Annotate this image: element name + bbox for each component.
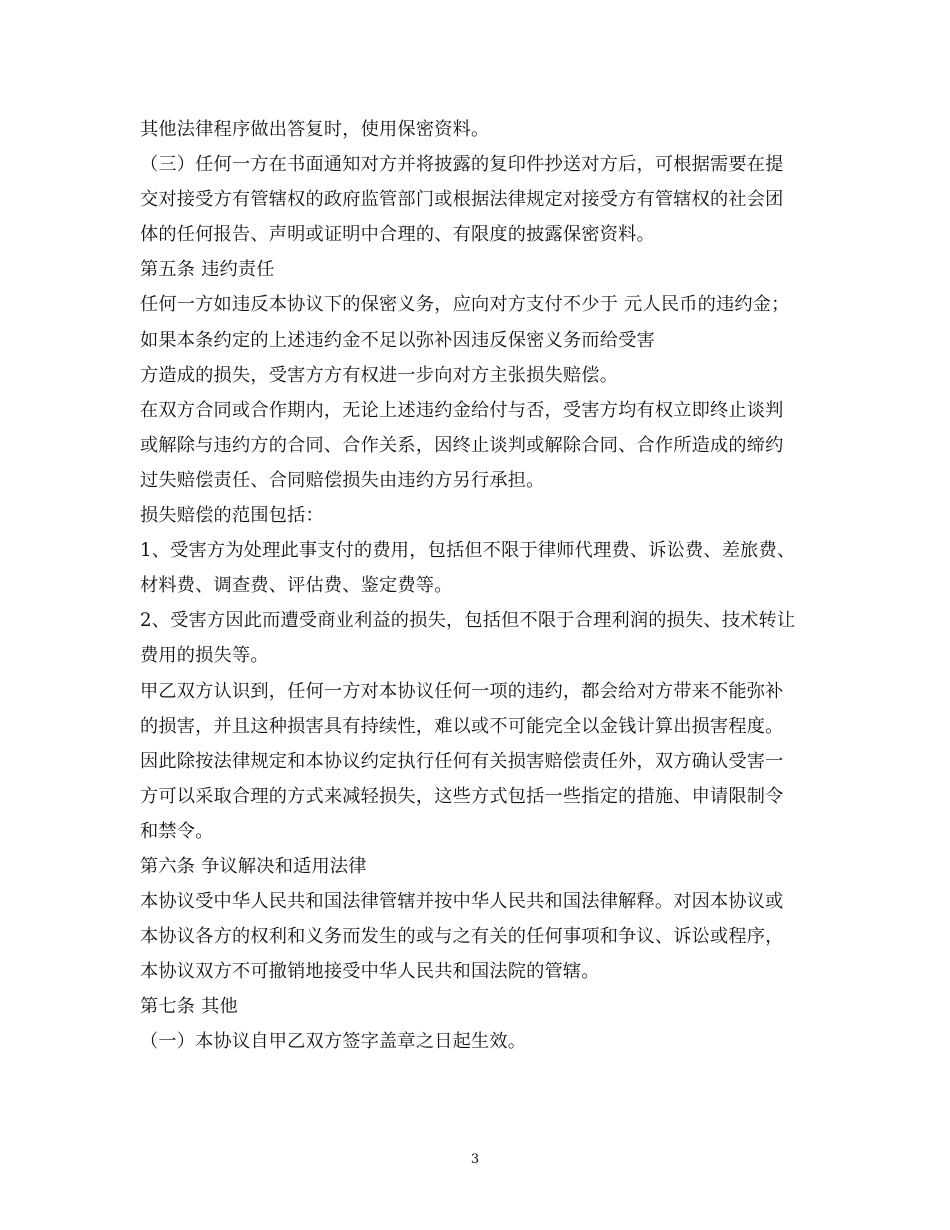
paragraph-line: 本协议受中华人民共和国法律管辖并按中华人民共和国法律解释。对因本协议或 [140, 891, 784, 913]
paragraph-line: 如果本条约定的上述违约金不足以弥补因违反保密义务而给受害 [140, 329, 655, 351]
paragraph-line: 任何一方如违反本协议下的保密义务，应向对方支付不少于 元人民币的违约金； [140, 294, 790, 316]
paragraph-line: 因此除按法律规定和本协议约定执行任何有关损害赔偿责任外，双方确认受害一 [140, 750, 784, 772]
document-body [140, 112, 840, 1060]
paragraph-line: 甲乙双方认识到，任何一方对本协议任何一项的违约，都会给对方带来不能弥补 [140, 680, 784, 702]
paragraph-line: 方可以采取合理的方式来减轻损失，这些方式包括一些指定的措施、申请限制令 [140, 785, 784, 807]
list-item-line: 1、受害方为处理此事支付的费用，包括但不限于律师代理费、诉讼费、差旅费、 [140, 540, 796, 562]
paragraph-line: 在双方合同或合作期内，无论上述违约金给付与否，受害方均有权立即终止谈判 [140, 399, 784, 421]
paragraph-line: （一）本协议自甲乙双方签字盖章之日起生效。 [140, 1031, 527, 1053]
paragraph-line: 或解除与违约方的合同、合作关系，因终止谈判或解除合同、合作所造成的缔约 [140, 434, 784, 456]
paragraph-line: 其他法律程序做出答复时，使用保密资料。 [140, 119, 490, 140]
section-heading-article-7: 第七条 其他 [140, 996, 238, 1018]
paragraph-line: （三）任何一方在书面通知对方并将披露的复印件抄送对方后，可根据需要在提 [140, 154, 784, 176]
page-number: 3 [470, 1152, 480, 1167]
section-heading-article-5: 第五条 违约责任 [140, 259, 275, 281]
section-heading-article-6: 第六条 争议解决和适用法律 [140, 855, 367, 877]
paragraph-line: 损失赔偿的范围包括： [140, 505, 324, 527]
paragraph-line: 过失赔偿责任、合同赔偿损失由违约方另行承担。 [140, 469, 545, 491]
list-item-line: 费用的损失等。 [140, 645, 269, 667]
paragraph-line: 交对接受方有管辖权的政府监管部门或根据法律规定对接受方有管辖权的社会团 [140, 189, 784, 211]
paragraph-line: 本协议各方的权利和义务而发生的或与之有关的任何事项和争议、诉讼或程序， [140, 926, 784, 948]
paragraph-line: 本协议双方不可撤销地接受中华人民共和国法院的管辖。 [140, 961, 600, 983]
list-item-line: 材料费、调查费、评估费、鉴定费等。 [140, 575, 453, 597]
paragraph-line: 方造成的损失，受害方方有权进一步向对方主张损失赔偿。 [140, 364, 619, 386]
paragraph-line: 的损害，并且这种损害具有持续性，难以或不可能完全以金钱计算出损害程度。 [140, 715, 784, 737]
paragraph-line: 体的任何报告、声明或证明中合理的、有限度的披露保密资料。 [140, 224, 655, 246]
list-item-line: 2、受害方因此而遭受商业利益的损失，包括但不限于合理利润的损失、技术转让 [140, 610, 796, 632]
paragraph-line: 和禁令。 [140, 820, 214, 842]
